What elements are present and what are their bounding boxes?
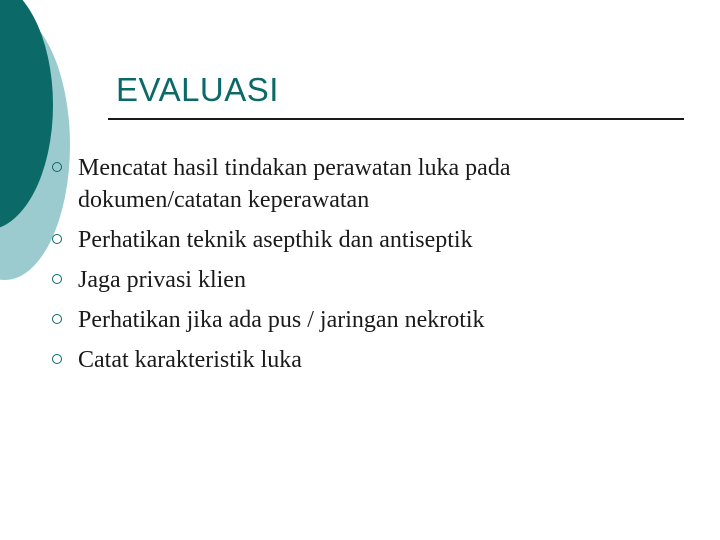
bullet-circle-icon bbox=[52, 234, 62, 244]
bullet-item bbox=[52, 148, 618, 220]
bullet-text: Perhatikan jika ada pus / jaringan nekrotik bbox=[78, 307, 485, 333]
bullet-item bbox=[52, 340, 672, 380]
bullet-item bbox=[52, 260, 672, 300]
bullet-circle-icon bbox=[52, 314, 62, 324]
bullet-item bbox=[52, 300, 672, 340]
bullet-circle-icon bbox=[52, 354, 62, 364]
bullet-list bbox=[52, 148, 672, 380]
title-underline bbox=[108, 118, 684, 120]
bullet-item bbox=[52, 220, 672, 260]
slide-title: EVALUASI bbox=[116, 71, 279, 108]
bullet-text: Jaga privasi klien bbox=[78, 267, 246, 293]
bullet-circle-icon bbox=[52, 162, 62, 172]
bullet-text: Catat karakteristik luka bbox=[78, 347, 302, 373]
bullet-text: Perhatikan teknik asepthik dan antiseptik bbox=[78, 227, 473, 253]
bullet-text: Mencatat hasil tindakan perawatan luka pada dokumen/catatan keperawatan bbox=[78, 155, 511, 213]
bullet-circle-icon bbox=[52, 274, 62, 284]
